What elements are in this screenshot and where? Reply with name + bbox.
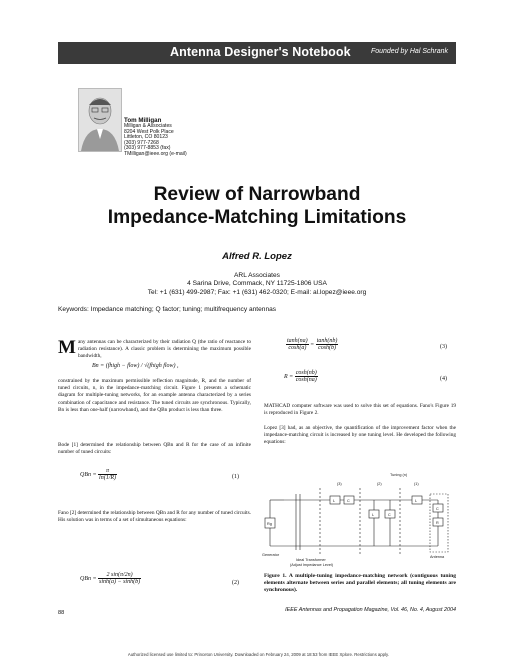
figure-caption bbox=[264, 573, 456, 594]
fraction-denominator: cosh(a) bbox=[288, 345, 307, 351]
fraction-denominator: cosh(na) bbox=[295, 377, 317, 383]
figure-capacitor-label: C bbox=[436, 507, 439, 511]
paragraph-lopez: Lopez [3] had, as an objective, the quantification of the improvement factor when the impedance-matching circuit is increased by one tuning level. He developed the following equations: bbox=[264, 425, 456, 446]
equation-lhs: QBn = bbox=[80, 471, 97, 478]
paragraph-text: any antennas can be characterized by their radiation Q (the ratio of reactance to radiation resistance). A classic problem is determining the maximum possible bandwidth, bbox=[77, 339, 251, 360]
equation-number: (2) bbox=[232, 580, 239, 586]
author-photo bbox=[78, 88, 122, 152]
equation-3 bbox=[286, 338, 338, 351]
license-footer: Authorized licensed use limited to: Princeton University. Downloaded on February 24, 2009 at 18:53 from IEEE Xplore. Restrictions apply. bbox=[127, 652, 390, 657]
figure-level-label: (2) bbox=[377, 482, 382, 486]
page-number: 88 bbox=[58, 610, 65, 616]
figure-capacitor-label: C bbox=[388, 513, 391, 517]
equation-fraction bbox=[316, 338, 339, 351]
affiliation-line: 4 Sarina Drive, Commack, NY 11725-1806 USA bbox=[187, 280, 327, 288]
figure-antenna-label: Antenna bbox=[430, 555, 445, 559]
column-founder: Founded by Hal Schrank bbox=[370, 48, 448, 55]
drop-cap: M bbox=[58, 337, 76, 358]
fraction-denominator: ln(1/R) bbox=[99, 475, 117, 481]
journal-citation: IEEE Antennas and Propagation Magazine, Vol. 46, No. 4, August 2004 bbox=[285, 607, 456, 613]
equation-2 bbox=[80, 572, 141, 585]
columnist-email: TMilligan@ieee.org (e-mail) bbox=[124, 150, 187, 157]
figure-rg-label: Rg bbox=[267, 522, 272, 526]
figure-1-schematic bbox=[262, 470, 458, 570]
title-line-2: Impedance-Matching Limitations bbox=[107, 207, 407, 228]
equation-fraction bbox=[98, 468, 117, 481]
fraction-denominator: sinh(a) − sinh(b) bbox=[99, 579, 141, 585]
figure-inductor-label: L bbox=[372, 513, 375, 517]
figure-transformer-sublabel: (Adjust Impedance Level) bbox=[290, 563, 334, 567]
equation-fraction bbox=[295, 370, 318, 383]
fraction-numerator: tanh(na) bbox=[287, 338, 308, 344]
fraction-numerator: π bbox=[98, 468, 117, 475]
equation-number: (1) bbox=[232, 474, 239, 480]
article-title bbox=[58, 183, 456, 229]
author-affiliation bbox=[58, 272, 456, 297]
equation-bandwidth: Bn = (fhigh − flow) / √(fhigh flow) , bbox=[92, 363, 179, 369]
equation-4 bbox=[284, 370, 318, 383]
equation-1 bbox=[80, 468, 117, 481]
figure-level-label: (3) bbox=[337, 482, 342, 486]
column-title: Antenna Designer's Notebook bbox=[170, 45, 351, 59]
paragraph-fano: Fano [2] determined the relationship between QBn and R for any number of tuned circuits. His solution was in terms of a set of simultaneous equations: bbox=[58, 510, 251, 524]
column-header-band bbox=[58, 42, 456, 64]
paragraph-constraints: constrained by the maximum permissible reflection magnitude, R, and the number of tuned circuits, n, in the impedance-matching circuit. Figure 1 presents a schematic diagram for multiple-tuning networks, for an example antenna characterized by a series combination of capacitance and resistance. The tuned circuits are synchronous. Typically, Bn is less than one-half (narrowband), and the QBn product is less than three. bbox=[58, 378, 251, 413]
columnist-line: (303) 977-8853 (fax) bbox=[124, 145, 171, 152]
caption-text: Figure 1. A multiple-tuning impedance-matching network (contiguous tuning elements alternate between series and parallel elements; all tuning elements are synchronous). bbox=[264, 573, 456, 593]
title-line-1: Review of Narrowband bbox=[153, 184, 361, 205]
figure-inductor-label: L bbox=[333, 499, 336, 503]
columnist-line: 8204 West Polk Place bbox=[124, 128, 174, 135]
paragraph-bode: Bode [1] determined the relationship between QBn and R for the case of an infinite number of tuned circuits: bbox=[58, 442, 251, 456]
figure-transformer-label: Ideal Transformer bbox=[296, 558, 326, 562]
article-author: Alfred R. Lopez bbox=[222, 251, 292, 262]
columnist-name: Tom Milligan bbox=[124, 117, 162, 124]
paragraph-mathcad: MATHCAD computer software was used to solve this set of equations. Fano's Figure 19 is reproduced in Figure 2. bbox=[264, 403, 456, 417]
equation-lhs: R = bbox=[284, 373, 294, 380]
fraction-denominator: cosh(b) bbox=[318, 345, 337, 351]
schematic-svg bbox=[262, 470, 458, 570]
figure-inductor-label: L bbox=[415, 499, 418, 503]
columnist-line: (303) 977-7268 bbox=[124, 139, 159, 146]
equation-number: (3) bbox=[440, 344, 447, 350]
fraction-numerator: 2 sin(π/2n) bbox=[98, 572, 141, 579]
figure-level-label: (1) bbox=[414, 482, 419, 486]
keywords: Keywords: Impedance matching; Q factor; tuning; multifrequency antennas bbox=[58, 306, 277, 313]
equation-fraction bbox=[286, 338, 309, 351]
columnist-line: Littleton, CO 80123 bbox=[124, 134, 168, 141]
equation-number: (4) bbox=[440, 376, 447, 382]
columnist-line: Milligan & Associates bbox=[124, 123, 172, 129]
figure-capacitor-label: C bbox=[347, 499, 350, 503]
equals-sign: = bbox=[310, 341, 315, 348]
figure-resistor-label: R bbox=[436, 521, 439, 525]
equation-lhs: QBn = bbox=[80, 575, 97, 582]
equation-fraction bbox=[98, 572, 141, 585]
paragraph-intro bbox=[58, 339, 251, 361]
figure-generator-label: Generator bbox=[262, 553, 280, 557]
fraction-numerator: cosh(nb) bbox=[295, 370, 317, 376]
fraction-numerator: tanh(nb) bbox=[316, 338, 338, 344]
figure-tuning-label: Tuning (n) bbox=[390, 473, 408, 477]
affiliation-line: Tel: +1 (631) 499-2987; Fax: +1 (631) 462-0320; E-mail: al.lopez@ieee.org bbox=[147, 288, 367, 296]
columnist-info bbox=[124, 117, 187, 158]
affiliation-line: ARL Associates bbox=[234, 272, 280, 279]
